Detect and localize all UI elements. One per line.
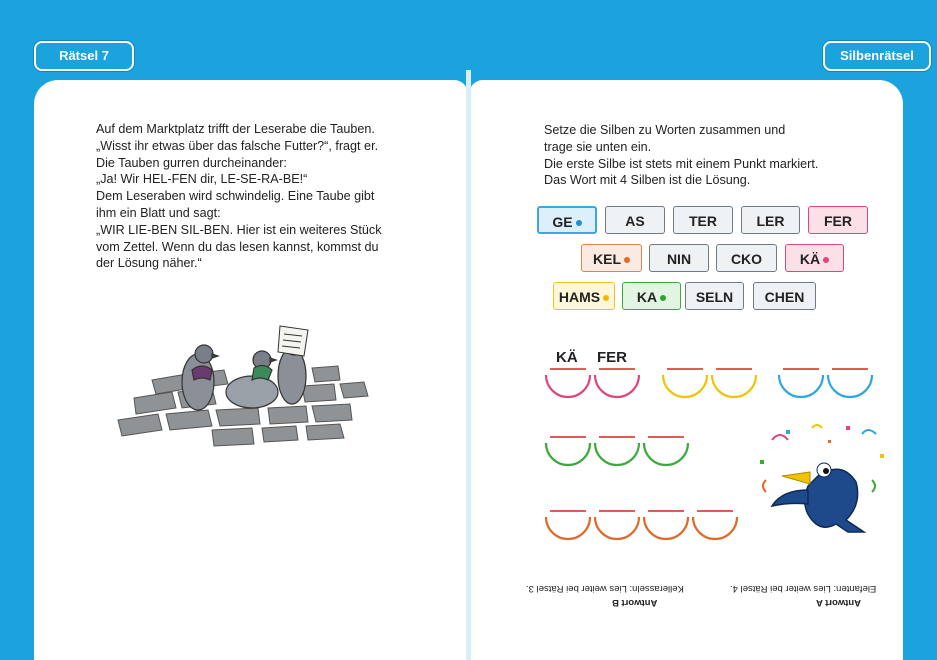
syllable-arc [693,517,737,539]
syllable-card: GE [537,206,597,234]
syllable-arc [644,443,688,465]
story-line: Die Tauben gurren durcheinander: [96,155,287,170]
answer-b-title: Antwort B [612,597,658,608]
instruction-line: trage sie unten ein. [544,139,652,154]
story-line: „Wisst ihr etwas über das falsche Futter?“, fragt er. [96,138,379,153]
syllable-card: CKO [716,244,777,272]
syllable-card: FER [808,206,868,234]
story-line: Auf dem Marktplatz trifft der Leserabe die Tauben. [96,122,375,136]
answer-a-text: Elefanten: Lies weiter bei Rätsel 4. [730,583,877,594]
instruction-line: Die erste Silbe ist stets mit einem Punkt markiert. [544,156,819,171]
syllable-card: TER [673,206,733,234]
syllable-arc [595,375,639,397]
story-line: vom Zettel. Wenn du das lesen kannst, kommst du [96,239,379,254]
syllable-card: KÄ [785,244,844,272]
syllable-arc [546,443,590,465]
syllable-card: SELN [685,282,744,310]
syllable-arc [546,375,590,397]
syllable-arc [712,375,756,397]
syllable-arc [595,517,639,539]
syllable-arc [663,375,707,397]
raven-mascot [752,420,892,545]
puzzle-number-tab: Rätsel 7 [34,41,134,71]
syllable-arc [595,443,639,465]
syllable-arc [779,375,823,397]
syllable-card: LER [741,206,800,234]
syllable-arc [828,375,872,397]
instruction-line: Das Wort mit 4 Silben ist die Lösung. [544,173,751,188]
syllable-card: KEL [581,244,642,272]
story-line: Dem Leseraben wird schwindelig. Eine Taube gibt [96,189,375,204]
example-syllable-2: FER [597,349,627,366]
syllable-card: NIN [649,244,709,272]
syllable-arc [644,517,688,539]
story-line: der Lösung näher.“ [96,256,202,271]
instruction-line: Setze die Silben zu Worten zusammen und [544,123,786,137]
syllable-card: HAMS [553,282,615,310]
syllable-card: AS [605,206,665,234]
syllable-card: KA [622,282,681,310]
answer-b-text: Kellerasseln: Lies weiter bei Rätsel 3. [526,583,684,594]
example-syllable-1: KÄ [556,349,578,366]
syllable-card: CHEN [753,282,816,310]
puzzle-type-tab: Silbenrätsel [823,41,931,71]
story-line: „WIR LIE-BEN SIL-BEN. Hier ist ein weiteres Stück [96,222,382,237]
story-line: „Ja! Wir HEL-FEN dir, LE-SE-RA-BE!“ [96,172,308,187]
story-line: ihm ein Blatt und sagt: [96,205,221,220]
syllable-arc [546,517,590,539]
answer-a-title: Antwort A [816,597,862,608]
